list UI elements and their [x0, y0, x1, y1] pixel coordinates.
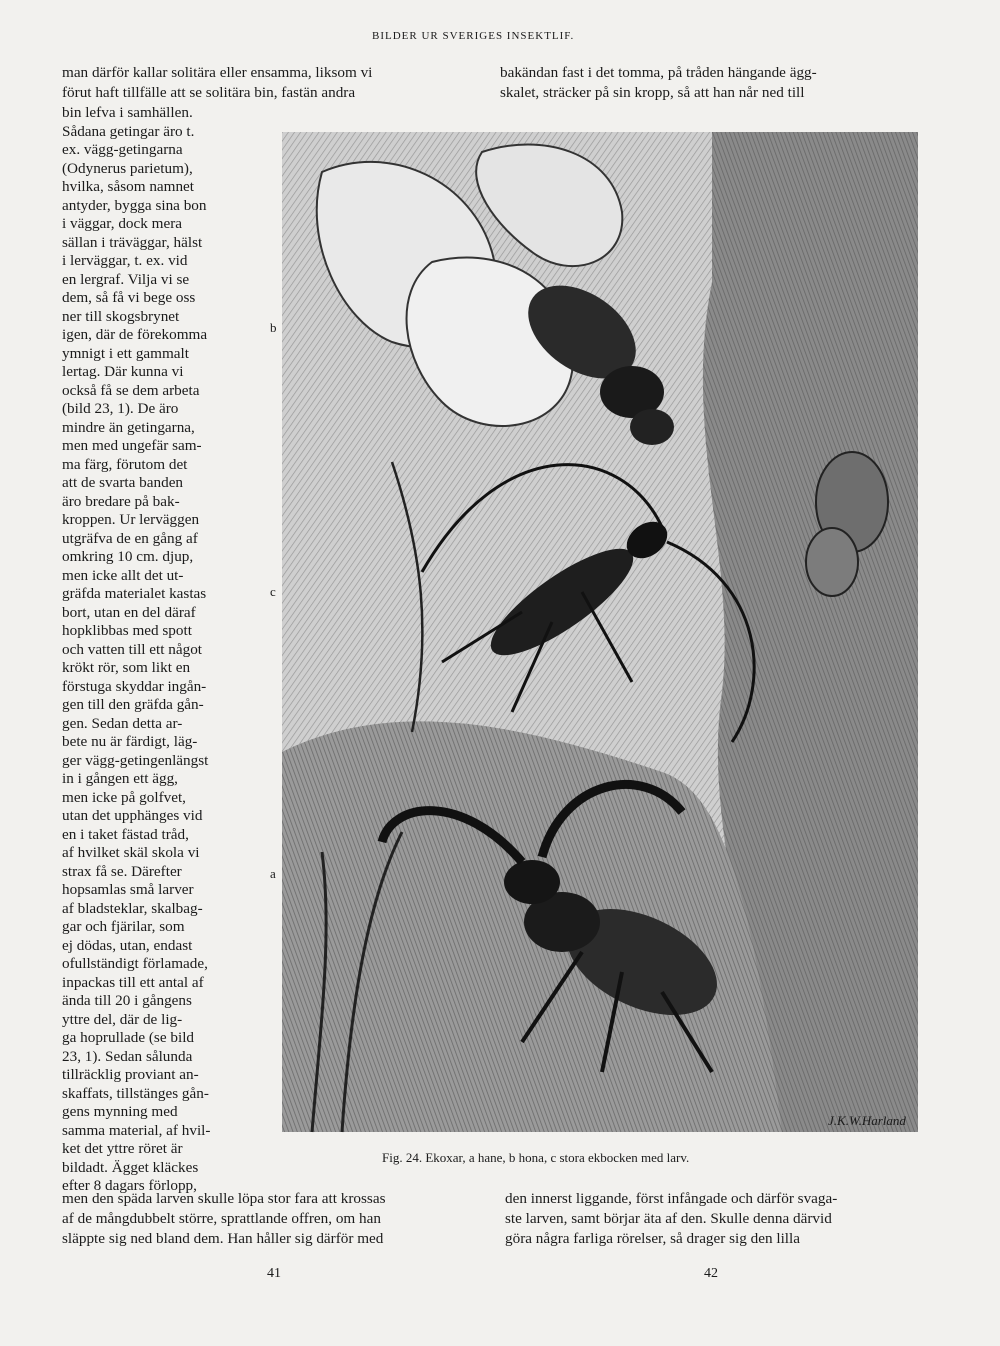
text-line: äro bredare på bak- — [62, 492, 180, 510]
text-line: bin lefva i samhällen. — [62, 104, 193, 121]
page-number-left: 41 — [267, 1266, 281, 1281]
figure-caption: Fig. 24. Ekoxar, a hane, b hona, c stora ekbocken med larv. — [382, 1150, 690, 1165]
text-line: af de mångdubbelt större, sprattlande offren, om han — [62, 1210, 381, 1227]
text-line: ner till skogsbrynet — [62, 307, 180, 325]
text-line: man därför kallar solitära eller ensamma, liksom vi — [62, 64, 373, 81]
text-line: 23, 1). Sedan sålunda — [62, 1047, 193, 1065]
text-line: tillräcklig proviant an- — [62, 1066, 199, 1083]
text-line: ma färg, förutom det — [62, 455, 188, 473]
text-line: ej dödas, utan, endast — [62, 936, 193, 954]
text-line: men icke på golfvet, — [62, 788, 186, 806]
text-line: in i gången ett ägg, — [62, 770, 178, 787]
text-line: hopsamlas små larver — [62, 881, 194, 898]
text-line: gar och fjärilar, som — [62, 918, 185, 935]
beetle-engraving — [270, 132, 918, 1132]
text-line: bort, utan en del däraf — [62, 603, 196, 621]
text-line: ket det yttre röret är — [62, 1140, 183, 1157]
text-line: kroppen. Ur lerväggen — [62, 511, 200, 528]
text-line: hvilka, såsom namnet — [62, 178, 195, 195]
text-line: i väggar, dock mera — [62, 215, 182, 232]
text-line: men icke allt det ut- — [62, 566, 184, 584]
text-line: bakändan fast i det tomma, på tråden hängande ägg- — [500, 64, 817, 81]
text-line: mindre än getingarna, — [62, 418, 195, 436]
text-line: gen till den gräfda gån- — [62, 696, 204, 713]
text-line: gen. Sedan detta ar- — [62, 714, 183, 732]
text-line: göra några farliga rörelser, så drager sig den lilla — [505, 1230, 800, 1247]
text-line: krökt rör, som likt en — [62, 659, 191, 676]
text-line: (Odynerus parietum), — [62, 159, 193, 177]
text-line: lertag. Där kunna vi — [62, 363, 184, 380]
text-line: men den späda larven skulle löpa stor fara att krossas — [62, 1190, 386, 1207]
text-line: förut haft tillfälle att se solitära bin, fastän andra — [62, 84, 356, 101]
running-header: BILDER UR SVERIGES INSEKTLIF. — [372, 30, 575, 42]
text-line: inpackas till ett antal af — [62, 973, 204, 991]
text-line: (bild 23, 1). De äro — [62, 400, 179, 417]
text-line: af hvilket skäl skola vi — [62, 844, 200, 861]
text-line: en lergraf. Vilja vi se — [62, 270, 190, 288]
text-line: utgräfva de en gång af — [62, 529, 198, 547]
text-line: antyder, bygga sina bon — [62, 196, 207, 214]
text-line: efter 8 dagars förlopp, — [62, 1177, 197, 1194]
text-line: också få se dem arbeta — [62, 381, 200, 399]
text-line: gens mynning med — [62, 1103, 178, 1120]
text-line: igen, där de förekomma — [62, 326, 208, 343]
text-line: skaffats, tillstänges gån- — [62, 1084, 209, 1102]
text-line: förstuga skyddar ingån- — [62, 677, 207, 695]
engraver-signature: J.K.W.Harland — [828, 1113, 906, 1128]
text-line: ger vägg-getingenlängst — [62, 751, 209, 769]
text-line: samma material, af hvil- — [62, 1121, 211, 1139]
text-line: gräfda materialet kastas — [62, 585, 207, 602]
text-line: utan det upphänges vid — [62, 807, 203, 824]
text-line: ofullständigt förlamade, — [62, 955, 208, 972]
text-line: ga hoprullade (se bild — [62, 1029, 195, 1046]
text-line: dem, så få vi bege oss — [62, 289, 196, 306]
text-line: yttre del, där de lig- — [62, 1010, 183, 1028]
text-line: en i taket fästad tråd, — [62, 825, 189, 843]
text-line: i lerväggar, t. ex. vid — [62, 252, 188, 269]
text-line: ända till 20 i gångens — [62, 992, 192, 1009]
text-line: ex. vägg-getingarna — [62, 141, 183, 158]
text-line: omkring 10 cm. djup, — [62, 548, 194, 565]
text-line: ste larven, samt börjar äta af den. Skulle denna därvid — [505, 1210, 832, 1227]
text-line: sällan i träväggar, hälst — [62, 233, 203, 251]
text-line: Sådana getingar äro t. — [62, 122, 195, 140]
text-line: skalet, sträcker på sin kropp, så att han når ned till — [500, 84, 805, 101]
text-line: bildadt. Ägget kläckes — [62, 1158, 199, 1176]
text-line: men med ungefär sam- — [62, 437, 202, 454]
text-line: den innerst liggande, först infångade och därför svaga- — [505, 1190, 838, 1207]
figure-label-c: c — [270, 584, 276, 599]
text-line: hopklibbas med spott — [62, 622, 192, 639]
page-number-right: 42 — [704, 1266, 718, 1281]
figure-label-a: a — [270, 866, 276, 881]
text-line: af bladsteklar, skalbag- — [62, 899, 203, 917]
text-line: ymnigt i ett gammalt — [62, 344, 189, 362]
text-line: bete nu är färdigt, läg- — [62, 733, 198, 750]
text-line: och vatten till ett något — [62, 640, 203, 658]
figure-label-b: b — [270, 320, 277, 335]
text-line: att de svarta banden — [62, 474, 184, 491]
text-line: strax få se. Därefter — [62, 862, 182, 880]
text-line: släppte sig ned bland dem. Han håller sig därför med — [62, 1230, 384, 1247]
